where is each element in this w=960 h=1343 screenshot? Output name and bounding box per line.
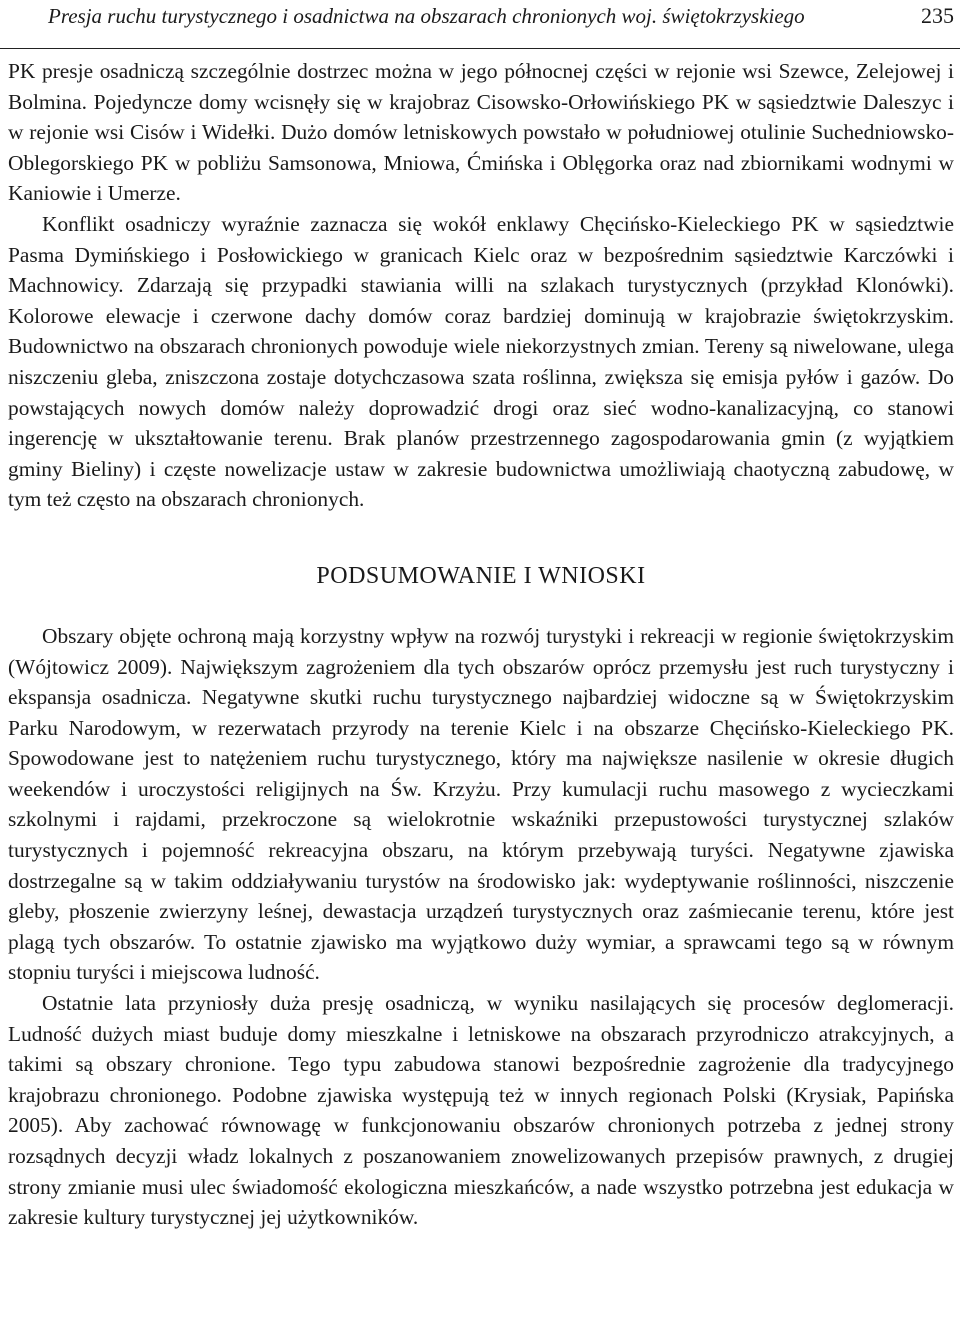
section-heading: PODSUMOWANIE I WNIOSKI	[316, 562, 646, 589]
paragraph-4: Ostatnie lata przyniosły duża presję osadniczą, w wyniku nasilających się procesów deglomeracji. Ludność dużych miast buduje domy mieszkalne i letniskowe na obszarach przyrodniczo atrakcyjnych, a takimi są obszary chronione. Tego typu zabudowa stanowi bezpośrednie zagrożenie dla tradycyjnego krajobrazu chronionego. Podobne zjawiska występują też w innych regionach Polski (Krysiak, Papińska 2005). Aby zachować równowagę w funkcjonowaniu obszarów chronionych potrzeba z jednej strony rozsądnych decyzji władz lokalnych z poszanowaniem znowelizowanych przepisów prawnych, z drugiej strony zmianie musi ulec świadomość ekologiczna mieszkańców, a nade wszystko potrzebna jest edukacja w zakresie kultury turystycznej jej użytkowników.	[8, 991, 954, 1230]
paragraph-3: Obszary objęte ochroną mają korzystny wpływ na rozwój turystyki i rekreacji w regionie świętokrzyskim (Wójtowicz 2009). Największym zagrożeniem dla tych obszarów oprócz przemysłu jest ruch turystyczny i ekspansja osadnicza. Negatywne skutki ruchu turystycznego najbardziej widoczne są w Świętokrzyskim Parku Narodowym, w rezerwatach przyrody na terenie Kielc i na obszarze Chęcińsko-Kieleckiego PK. Spowodowane jest to natężeniem ruchu turystycznego, który ma największe nasilenie w okresie długich weekendów i uroczystości religijnych na Św. Krzyżu. Przy kumulacji ruchu masowego z wycieczkami szkolnymi i rajdami, przekroczone są wielokrotnie wskaźniki przepustowości turystycznej szlaków turystycznych i pojemność rekreacyjna obszaru, na którym przebywają turyści. Negatywne zjawiska dostrzegalne są w takim oddziaływaniu turystów na środowisko jak: wydeptywanie roślinności, niszczenie gleby, płoszenie zwierzyny leśnej, dewastacja urządzeń turystycznych oraz zaśmiecanie terenu, które jest plagą tych obszarów. To ostatnie zjawisko ma wyjątkowo duży wymiar, a sprawcami tego są w równym stopniu turyści i miejscowa ludność.	[8, 623, 954, 985]
running-header	[0, 0, 960, 49]
paragraph-2: Konflikt osadniczy wyraźnie zaznacza się wokół enklawy Chęcińsko-Kieleckiego PK w sąsiedztwie Pasma Dymińskiego i Posłowickiego w granicach Kielc oraz w bezpośrednim sąsiedztwie Karczówki i Machnowicy. Zdarzają się przypadki stawiania willi na szlakach turystycznych (przykład Klonówki). Kolorowe elewacje i czerwone dachy domów coraz bardziej dominują w krajobrazie świętokrzyskim. Budownictwo na obszarach chronionych powoduje wiele niekorzystnych zmian. Tereny są niwelowane, ulega niszczeniu gleba, zniszczona zostaje dotychczasowa szata roślinna, zwiększa się emisja pyłów i gazów. Do powstających nowych domów należy doprowadzić drogi oraz sieć wodno-kanalizacyjną, co stanowi ingerencję w ukształtowanie terenu. Brak planów przestrzennego zagospodarowania gmin (z wyjątkiem gminy Bieliny) i częste nowelizacje ustaw w zakresie budownictwa umożliwiają chaotyczną zabudowę, w tym też często na obszarach chronionych.	[8, 211, 954, 512]
running-title: Presja ruchu turystycznego i osadnictwa na obszarach chronionych woj. świętokrzyskiego	[48, 4, 805, 28]
paragraph-1: PK presje osadniczą szczególnie dostrzec można w jego północnej części w rejonie wsi Szewce, Zelejowej i Bolmina. Pojedyncze domy wcisnęły się w krajobraz Cisowsko-Orłowińskiego PK w sąsiedztwie Daleszyc i w rejonie wsi Cisów i Widełki. Dużo domów letniskowych powstało w południowej otulinie Suchedniowsko-Oblegorskiego PK w pobliżu Samsonowa, Mniowa, Ćmińska i Oblęgorka oraz nad zbiornikami wodnymi w Kaniowie i Umerze.	[8, 59, 954, 206]
page-number: 235	[921, 3, 954, 28]
